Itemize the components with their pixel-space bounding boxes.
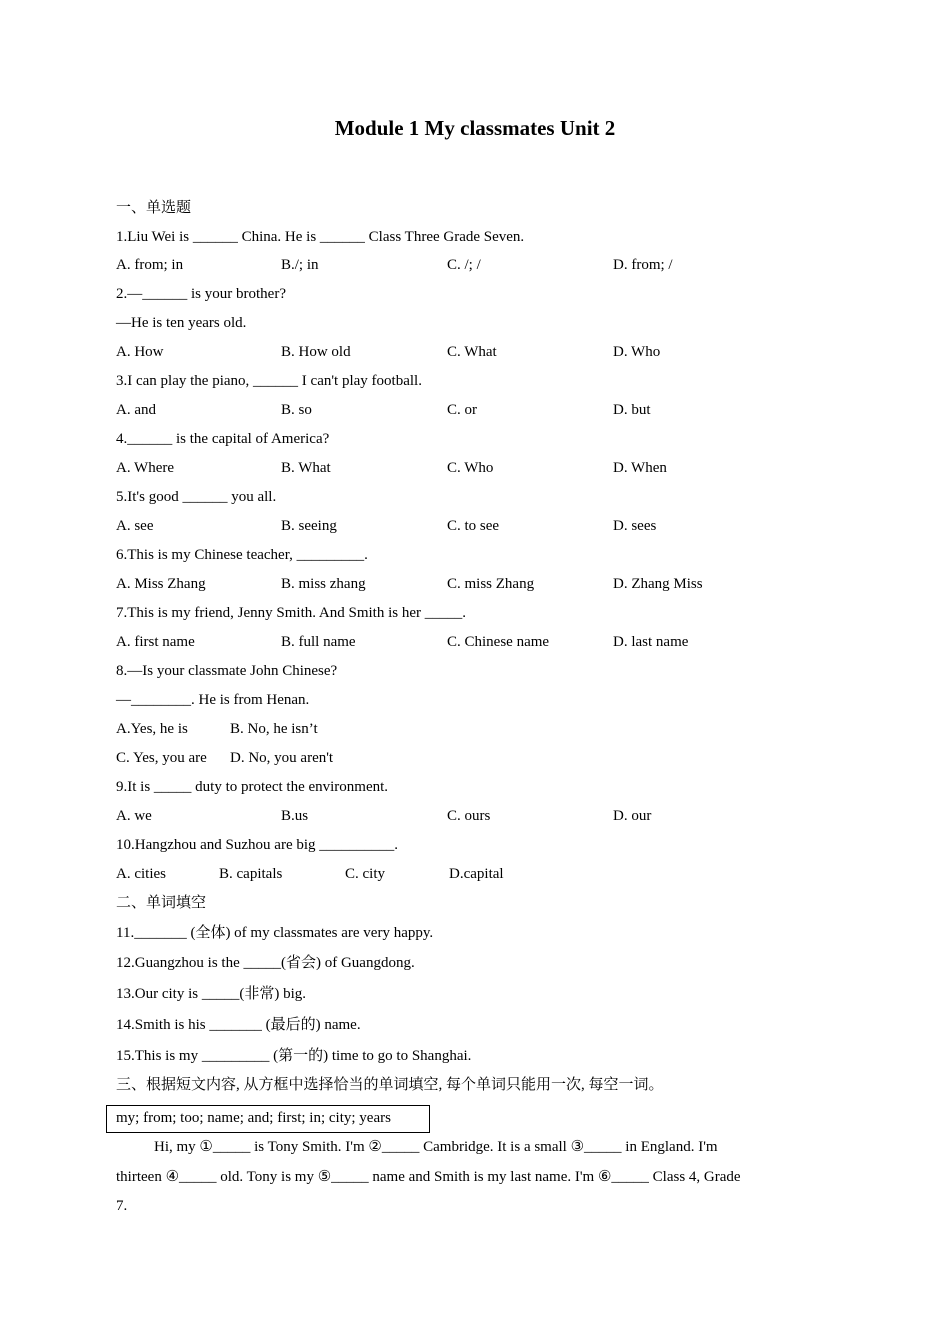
option-d: D. Who	[613, 344, 661, 360]
question-stem: 10.Hangzhou and Suzhou are big __________.	[116, 837, 399, 853]
question-stem: 2.—______ is your brother?	[116, 286, 286, 302]
fill-question: 11._______ (全体) of my classmates are very happy.	[116, 925, 434, 941]
section-heading-passage: 三、根据短文内容, 从方框中选择恰当的单词填空, 每个单词只能用一次, 每空一词。	[116, 1077, 664, 1093]
option-a: A. we	[116, 808, 152, 824]
fill-question: 15.This is my _________ (第一的) time to go to Shanghai.	[116, 1048, 472, 1064]
question-stem: 1.Liu Wei is ______ China. He is ______ Class Three Grade Seven.	[116, 229, 525, 245]
section-heading-single-choice: 一、单选题	[116, 200, 192, 216]
fill-question: 12.Guangzhou is the _____(省会) of Guangdong.	[116, 955, 415, 971]
option-b: B. so	[281, 402, 312, 418]
option-c: C. miss Zhang	[447, 576, 535, 592]
passage-line: 7.	[116, 1198, 128, 1214]
question-stem: 8.—Is your classmate John Chinese?	[116, 663, 338, 679]
option-c: C. ours	[447, 808, 491, 824]
option-a: A. and	[116, 402, 156, 418]
option-b: B./; in	[281, 257, 319, 273]
option-c: C. Yes, you are	[116, 750, 207, 766]
fill-question: 14.Smith is his _______ (最后的) name.	[116, 1017, 361, 1033]
option-b: B. What	[281, 460, 331, 476]
option-d: D. When	[613, 460, 667, 476]
option-a: A. from; in	[116, 257, 184, 273]
option-b: B.us	[281, 808, 309, 824]
option-c: C. to see	[447, 518, 500, 534]
option-b: B. full name	[281, 634, 356, 650]
option-a: A. Miss Zhang	[116, 576, 206, 592]
option-c: C. Who	[447, 460, 494, 476]
question-stem-continuation: —________. He is from Henan.	[116, 692, 310, 708]
option-c: C. Chinese name	[447, 634, 550, 650]
option-c: C. or	[447, 402, 477, 418]
option-a: A. first name	[116, 634, 195, 650]
question-stem: 4.______ is the capital of America?	[116, 431, 330, 447]
fill-question: 13.Our city is _____(非常) big.	[116, 986, 306, 1002]
section-heading-word-fill: 二、单词填空	[116, 895, 207, 911]
option-c: C. What	[447, 344, 497, 360]
word-bank-box: my; from; too; name; and; first; in; city; years	[106, 1105, 430, 1133]
passage-line: Hi, my ①_____ is Tony Smith. I'm ②_____ Cambridge. It is a small ③_____ in England. I'm	[154, 1139, 718, 1155]
option-a: A. see	[116, 518, 154, 534]
question-stem: 5.It's good ______ you all.	[116, 489, 277, 505]
option-d: D. Zhang Miss	[613, 576, 703, 592]
option-d: D.capital	[449, 866, 504, 882]
option-b: B. No, he isn’t	[230, 721, 318, 737]
question-stem-continuation: —He is ten years old.	[116, 315, 247, 331]
page-title: Module 1 My classmates Unit 2	[334, 116, 616, 140]
question-stem: 6.This is my Chinese teacher, _________.	[116, 547, 368, 563]
option-d: D. No, you aren't	[230, 750, 334, 766]
option-c: C. /; /	[447, 257, 481, 273]
question-stem: 7.This is my friend, Jenny Smith. And Smith is her _____.	[116, 605, 467, 621]
option-a: A. How	[116, 344, 164, 360]
option-b: B. capitals	[219, 866, 283, 882]
option-d: D. but	[613, 402, 651, 418]
option-c: C. city	[345, 866, 385, 882]
question-stem: 3.I can play the piano, ______ I can't play football.	[116, 373, 422, 389]
option-b: B. miss zhang	[281, 576, 366, 592]
option-d: D. from; /	[613, 257, 673, 273]
passage-line: thirteen ④_____ old. Tony is my ⑤_____ name and Smith is my last name. I'm ⑥_____ Class 4, Grade	[116, 1169, 741, 1185]
option-b: B. seeing	[281, 518, 337, 534]
question-stem: 9.It is _____ duty to protect the environment.	[116, 779, 389, 795]
option-b: B. How old	[281, 344, 351, 360]
option-a: A. cities	[116, 866, 166, 882]
option-d: D. last name	[613, 634, 689, 650]
option-d: D. our	[613, 808, 652, 824]
option-a: A. Where	[116, 460, 175, 476]
option-a: A.Yes, he is	[116, 721, 188, 737]
option-d: D. sees	[613, 518, 657, 534]
